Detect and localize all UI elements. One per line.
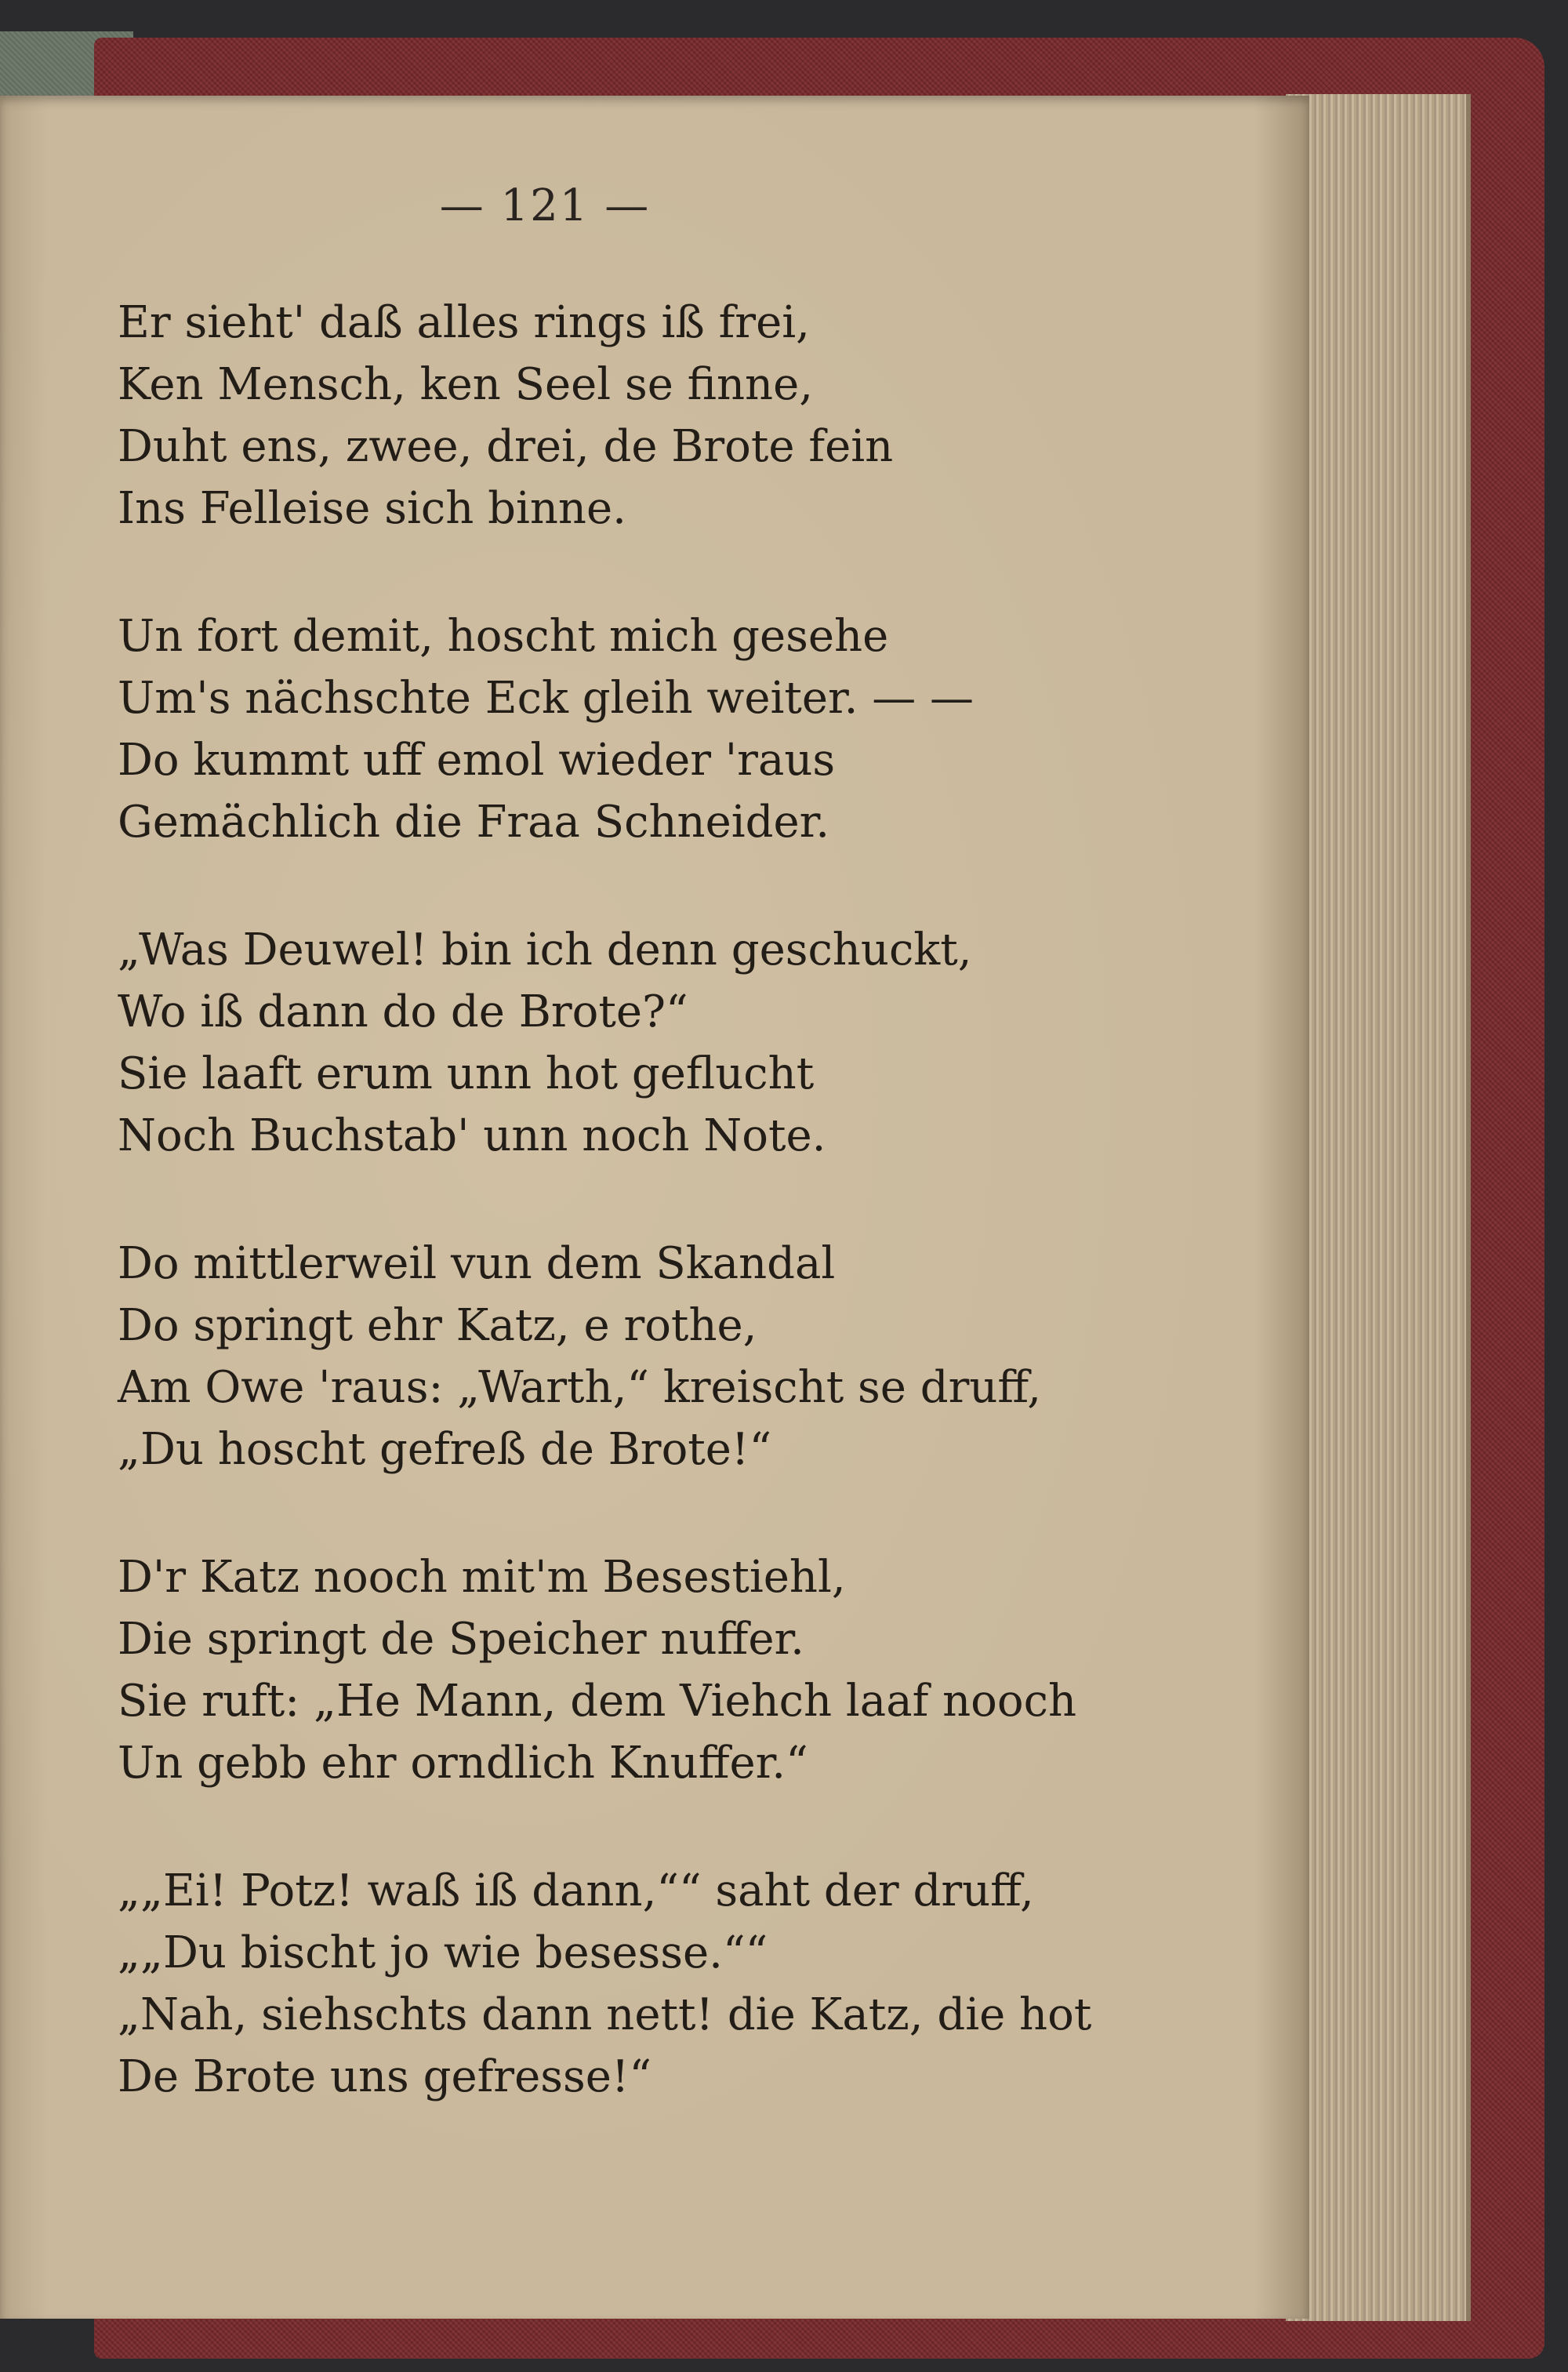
book-page bbox=[0, 96, 1309, 2319]
poem-line: Un gebb ehr orndlich Knuffer.“ bbox=[118, 1738, 808, 1789]
stanza-4 bbox=[118, 1233, 1231, 1480]
poem-line: „„Du bischt jo wie besesse.““ bbox=[118, 1927, 768, 1978]
stanza-3 bbox=[118, 919, 1231, 1167]
poem-line: Sie laaft erum unn hot geflucht bbox=[118, 1048, 815, 1099]
poem-line: Die springt de Speicher nuffer. bbox=[118, 1614, 804, 1665]
poem-line: Ken Mensch, ken Seel se finne, bbox=[118, 359, 814, 410]
poem-line: Gemächlich die Fraa Schneider. bbox=[118, 797, 830, 848]
stanza-1 bbox=[118, 292, 1231, 539]
poem-line: Un fort demit, hoscht mich gesehe bbox=[118, 611, 889, 662]
poem-line: Do springt ehr Katz, e rothe, bbox=[118, 1300, 757, 1351]
stanza-2 bbox=[118, 605, 1231, 853]
poem-line: „Du hoscht gefreß de Brote!“ bbox=[118, 1424, 772, 1475]
poem-line: „Was Deuwel! bin ich denn geschuckt, bbox=[118, 924, 972, 975]
poem-line: Do kummt uff emol wieder 'raus bbox=[118, 735, 836, 786]
poem-line: Sie ruft: „He Mann, dem Viehch laaf nooch bbox=[118, 1676, 1077, 1727]
poem-line: „„Ei! Potz! waß iß dann,““ saht der druff, bbox=[118, 1865, 1034, 1916]
stanza-5 bbox=[118, 1546, 1231, 1794]
poem-line: Noch Buchstab' unn noch Note. bbox=[118, 1110, 826, 1161]
poem-line: Do mittlerweil vun dem Skandal bbox=[118, 1238, 836, 1289]
poem-line: Wo iß dann do de Brote?“ bbox=[118, 986, 688, 1037]
poem-line: Ins Felleise sich binne. bbox=[118, 483, 626, 534]
poem-line: Duht ens, zwee, drei, de Brote fein bbox=[118, 421, 894, 472]
poem-line: De Brote uns gefresse!“ bbox=[118, 2051, 652, 2102]
poem-line: Am Owe 'raus: „Warth,“ kreischt se druff, bbox=[118, 1362, 1041, 1413]
poem-line: D'r Katz nooch mit'm Besestiehl, bbox=[118, 1552, 846, 1603]
poem-line: „Nah, siehschts dann nett! die Katz, die hot bbox=[118, 1989, 1092, 2040]
poem-line: Um's nächschte Eck gleih weiter. — — bbox=[118, 673, 975, 724]
stanza-6 bbox=[118, 1860, 1231, 2108]
poem-line: Er sieht' daß alles rings iß frei, bbox=[118, 297, 810, 348]
page-edges bbox=[1286, 94, 1471, 2321]
poem bbox=[118, 292, 1231, 2174]
page-number: — 121 — bbox=[439, 180, 651, 231]
